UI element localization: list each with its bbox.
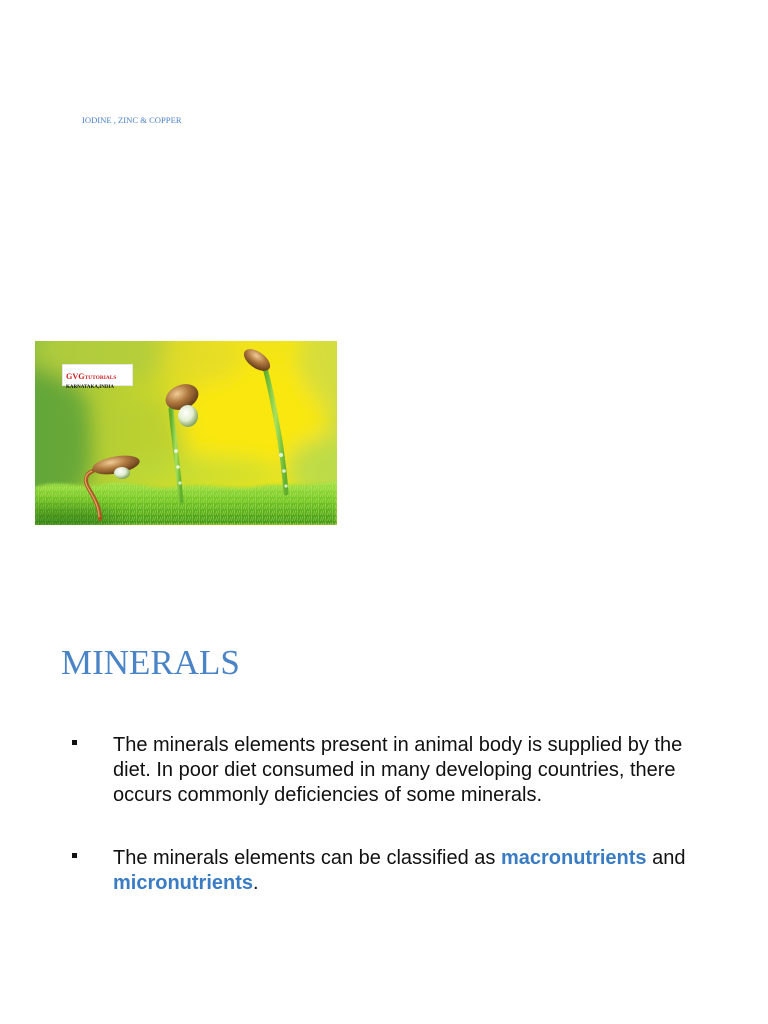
- water-droplet: [178, 481, 181, 484]
- bullet-text: [113, 846, 703, 896]
- keyword-micronutrients: micronutrients: [113, 872, 254, 894]
- section-heading: MINERALS: [61, 643, 240, 682]
- bullet-text-segment: The minerals elements can be classified as: [113, 847, 501, 869]
- gvg-tutorials-logo: [62, 364, 133, 390]
- bullet-text-segment: and: [646, 847, 686, 869]
- water-droplet: [284, 484, 287, 487]
- bullet-text-segment: .: [253, 872, 259, 894]
- logo-brand-row: [66, 366, 116, 383]
- square-bullet-icon: [72, 740, 77, 745]
- water-droplet: [174, 449, 178, 453]
- square-bullet-icon: [72, 853, 77, 858]
- page-header-note: IODINE , ZINC & COPPER: [82, 115, 182, 125]
- water-droplet: [114, 467, 130, 479]
- logo-location: KARNATAKA,INDIA: [66, 385, 115, 390]
- logo-brand-suffix: TUTORIALS: [84, 375, 117, 381]
- keyword-macronutrients: macronutrients: [500, 847, 647, 869]
- logo-brand: GVG: [66, 372, 85, 381]
- water-droplet: [176, 465, 180, 469]
- water-droplet: [282, 469, 286, 473]
- bullet-text: The minerals elements present in animal body is supplied by the diet. In poor diet consumed in many developing countries, there occurs commonly deficiencies of some minerals.: [113, 734, 683, 806]
- water-droplet: [178, 405, 198, 427]
- water-droplet: [279, 453, 283, 457]
- seedling-photo: [35, 341, 337, 525]
